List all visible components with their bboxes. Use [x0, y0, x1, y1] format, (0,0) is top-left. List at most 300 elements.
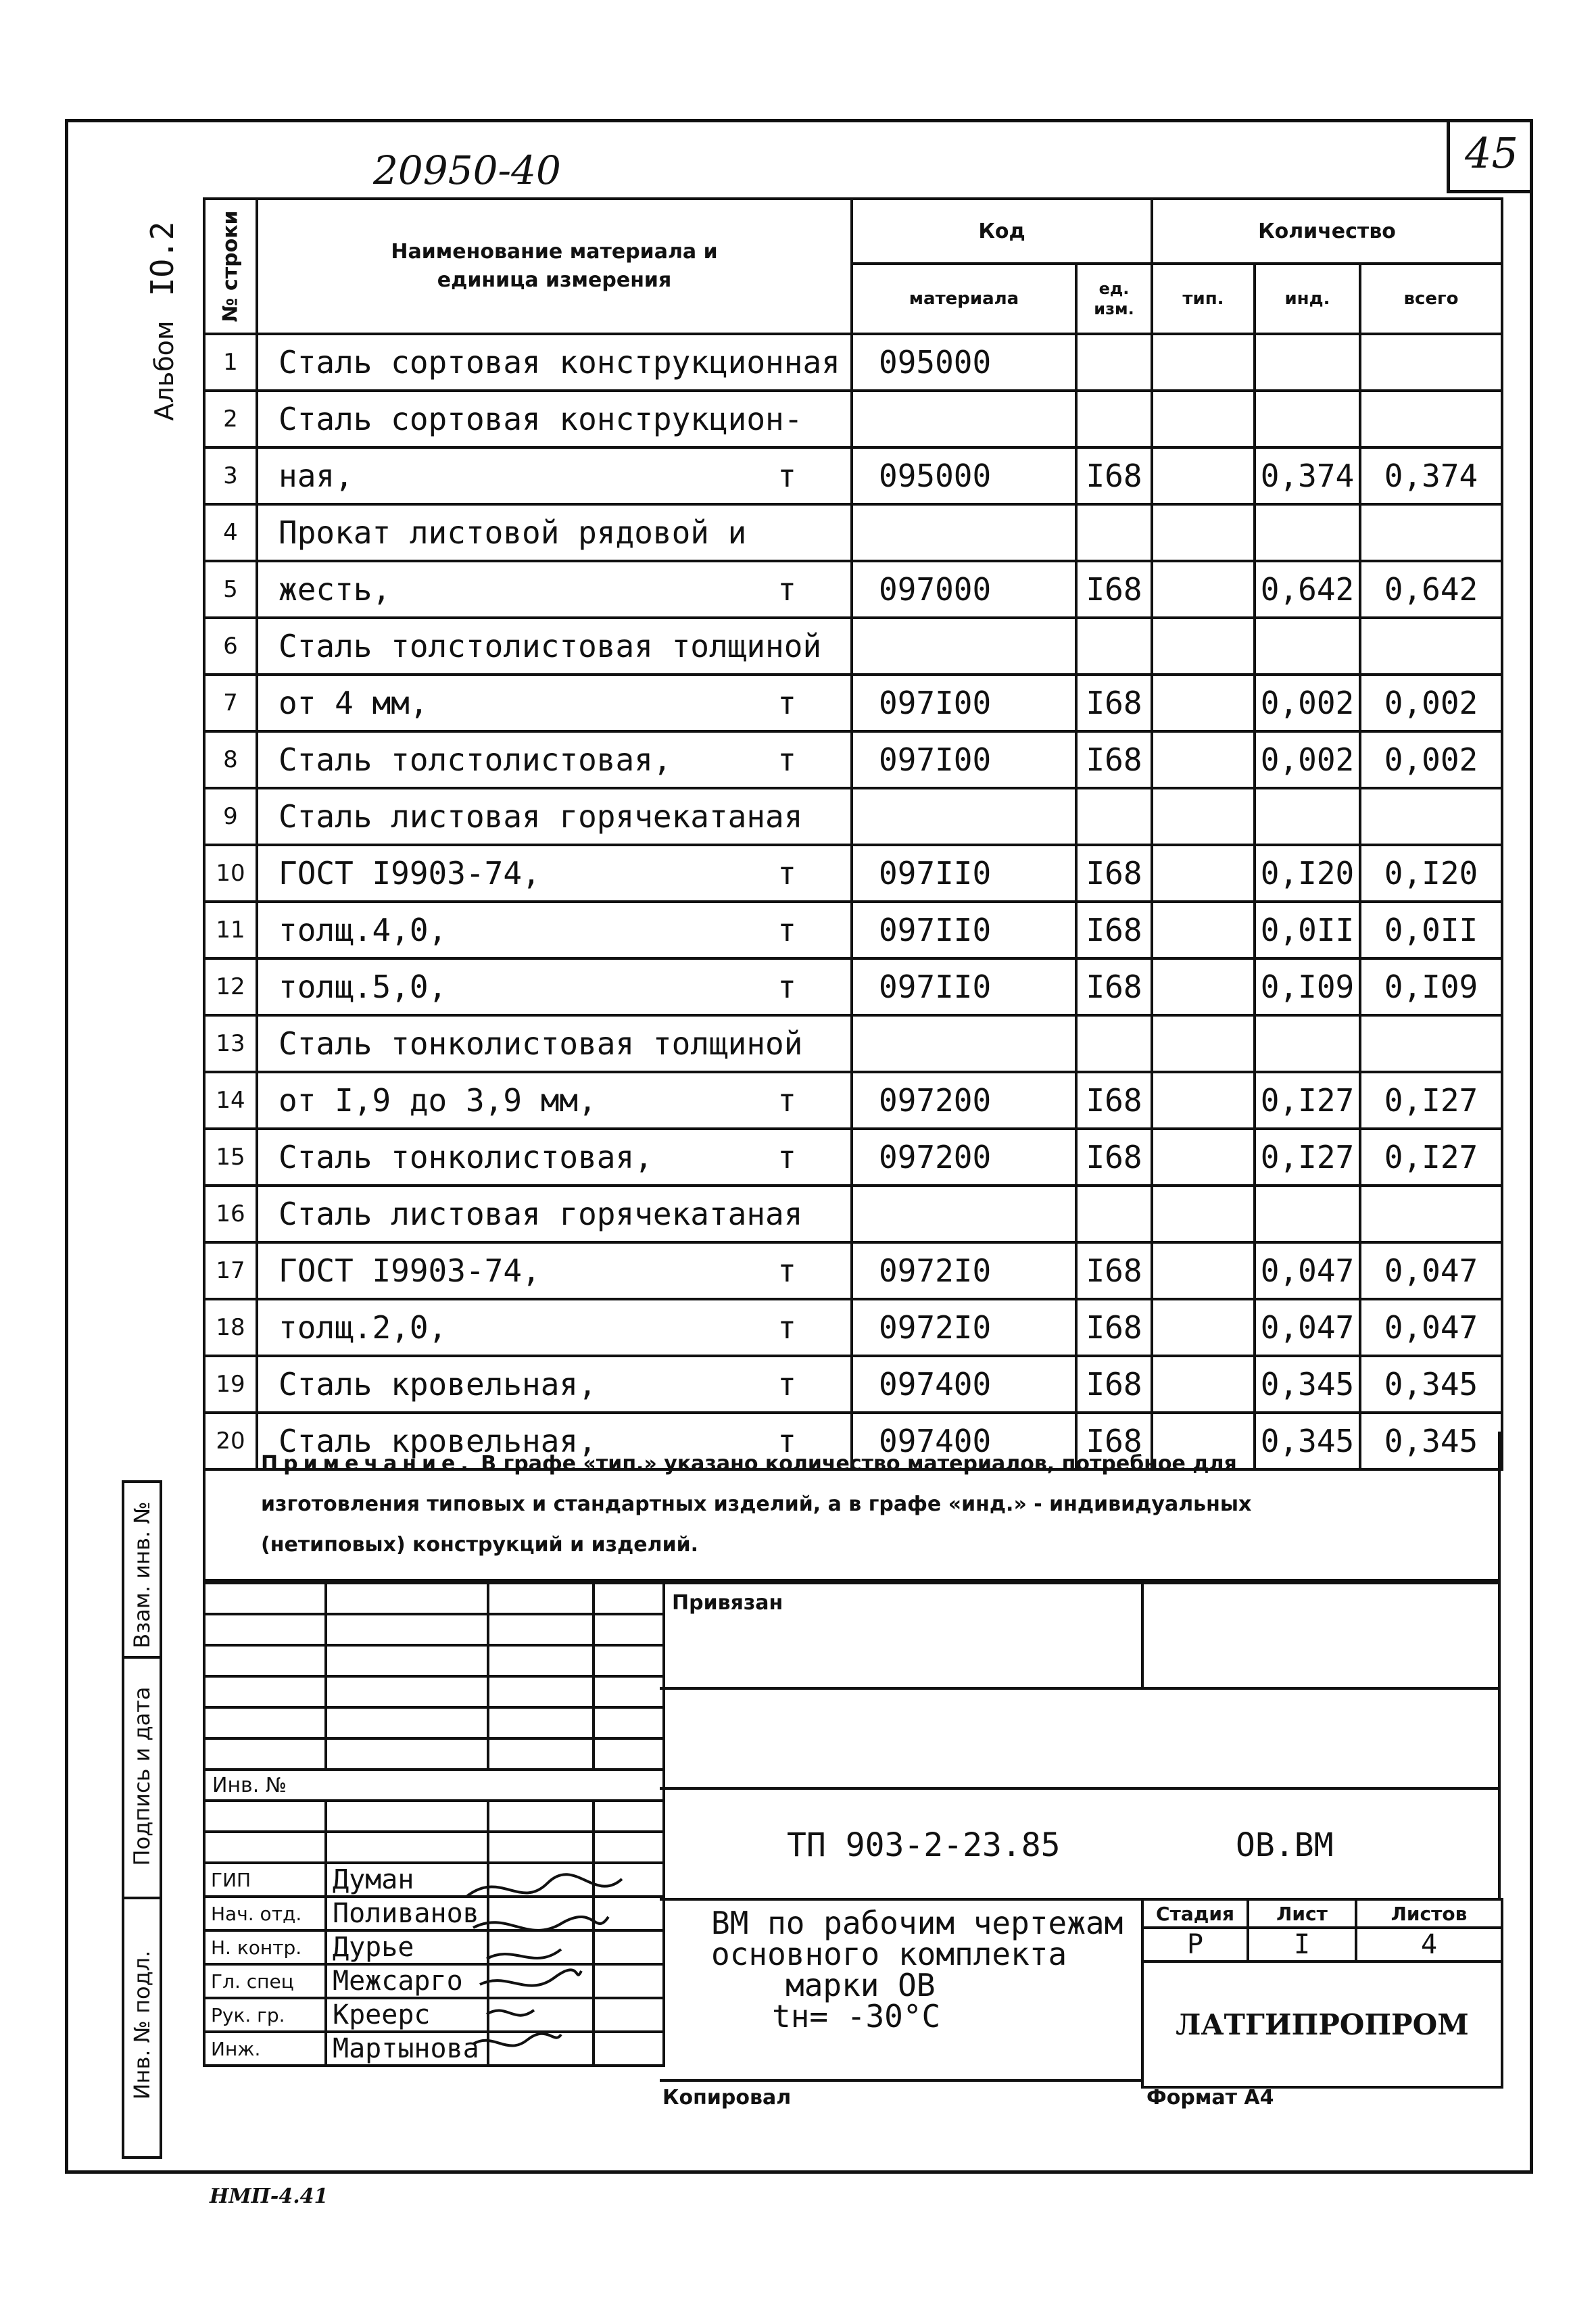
qty-total: 0,642	[1360, 561, 1502, 618]
table-header-row-1	[204, 199, 1502, 264]
qty-typ	[1152, 447, 1255, 504]
stamp-empty-row	[204, 1583, 664, 1614]
stamp-empty-row	[204, 1645, 664, 1676]
row-number: 7	[204, 675, 257, 731]
material-unit: т	[777, 571, 796, 608]
unit-code	[1076, 1186, 1152, 1242]
qty-total: 0,I27	[1360, 1129, 1502, 1186]
material-name	[257, 1015, 852, 1072]
stamp-empty-row	[204, 1738, 664, 1770]
qty-ind: 0,002	[1255, 731, 1360, 788]
material-code: 0972I0	[852, 1242, 1076, 1299]
row-number: 4	[204, 504, 257, 561]
note-text-3: (нетиповых) конструкций и изделий.	[261, 1533, 699, 1557]
privyazan-right-box	[1141, 1582, 1501, 1690]
stamp-cell	[594, 1832, 664, 1863]
note-text-2: изготовления типовых и стандартных изделий, а в графе «инд.» - индивидуальных	[261, 1492, 1252, 1516]
material-code: 097200	[852, 1129, 1076, 1186]
qty-ind: 0,374	[1255, 447, 1360, 504]
qty-ind: 0,345	[1255, 1356, 1360, 1413]
material-code: 097I00	[852, 675, 1076, 731]
signature-kontr	[487, 1949, 561, 1959]
qty-total	[1360, 1186, 1502, 1242]
material-unit: т	[777, 1309, 796, 1346]
material-code	[852, 788, 1076, 845]
stamp-empty-row	[204, 1801, 664, 1832]
row-number: 12	[204, 958, 257, 1015]
privyazan-box	[660, 1582, 1144, 1690]
signature-gip	[466, 1874, 622, 1897]
table-row	[204, 447, 1502, 504]
qty-typ	[1152, 391, 1255, 447]
material-code: 097200	[852, 1072, 1076, 1129]
unit-code: I68	[1076, 1242, 1152, 1299]
unit-code: I68	[1076, 1413, 1152, 1469]
unit-code: I68	[1076, 1072, 1152, 1129]
qty-typ	[1152, 504, 1255, 561]
row-number: 15	[204, 1129, 257, 1186]
person-name: Креерс	[326, 1998, 488, 2032]
row-number: 11	[204, 902, 257, 958]
qty-total: 0,047	[1360, 1242, 1502, 1299]
person-role: ГИП	[204, 1863, 326, 1897]
stamp-empty-row	[204, 1832, 664, 1863]
stamp-empty-row	[204, 1676, 664, 1707]
qty-ind: 0,047	[1255, 1242, 1360, 1299]
material-code: 097I00	[852, 731, 1076, 788]
note-block	[203, 1432, 1501, 1582]
material-unit: т	[777, 912, 796, 948]
row-number: 3	[204, 447, 257, 504]
stamp-cell	[594, 1614, 664, 1645]
material-unit: т	[777, 855, 796, 892]
doc-code: ТП 903-2-23.85	[787, 1826, 1061, 1864]
row-number: 19	[204, 1356, 257, 1413]
material-name	[257, 845, 852, 902]
material-name	[257, 504, 852, 561]
material-name-text: толщ.2,0,	[279, 1309, 448, 1346]
header-code-unit: ед. изм.	[1076, 264, 1152, 334]
qty-typ	[1152, 958, 1255, 1015]
row-number: 18	[204, 1299, 257, 1356]
unit-code: I68	[1076, 447, 1152, 504]
stamp-empty-row	[204, 1614, 664, 1645]
qty-ind	[1255, 788, 1360, 845]
header-qty-ind: инд.	[1255, 264, 1360, 334]
material-name	[257, 958, 852, 1015]
material-code: 097II0	[852, 902, 1076, 958]
material-code	[852, 618, 1076, 675]
page-number: 45	[1465, 128, 1518, 178]
footer-code: НМП-4.41	[210, 2185, 329, 2208]
qty-ind	[1255, 1015, 1360, 1072]
material-name-text: Сталь листовая горячекатаная	[279, 1196, 803, 1232]
unit-code	[1076, 1015, 1152, 1072]
top-handwritten-number: 20950-40	[373, 147, 561, 193]
stamp-cell	[488, 1676, 594, 1707]
material-name-text: Сталь тонколистовая,	[279, 1139, 653, 1175]
row-number: 20	[204, 1413, 257, 1469]
material-name-text: Сталь сортовая конструкционная	[279, 344, 840, 381]
qty-typ	[1152, 618, 1255, 675]
sheet-label: Лист	[1248, 1899, 1356, 1928]
stamp-cell	[594, 1583, 664, 1614]
unit-code: I68	[1076, 675, 1152, 731]
qty-typ	[1152, 561, 1255, 618]
unit-code	[1076, 391, 1152, 447]
stamp-cell	[488, 1645, 594, 1676]
table-row	[204, 1186, 1502, 1242]
stamp-cell	[204, 1832, 326, 1863]
qty-typ	[1152, 788, 1255, 845]
material-name	[257, 561, 852, 618]
header-name	[257, 199, 852, 334]
qty-total	[1360, 334, 1502, 391]
table-row	[204, 561, 1502, 618]
side-label-vzam: Взам. инв. №	[129, 1501, 155, 1649]
material-name	[257, 1242, 852, 1299]
material-unit: т	[777, 741, 796, 778]
stamp-cell	[326, 1583, 488, 1614]
material-code: 097000	[852, 561, 1076, 618]
note-text-1: В графе «тип.» указано количество материалов, потребное для	[481, 1452, 1237, 1476]
note-line-1	[261, 1444, 1498, 1484]
header-row-no	[204, 199, 257, 334]
qty-total: 0,I09	[1360, 958, 1502, 1015]
qty-typ	[1152, 731, 1255, 788]
doc-title-1: ВМ по рабочим чертежам	[711, 1905, 1123, 1941]
table-row	[204, 391, 1502, 447]
table-row	[204, 1356, 1502, 1413]
stamp-cell	[204, 1645, 326, 1676]
material-name	[257, 1186, 852, 1242]
privyazan-label: Привязан	[672, 1591, 783, 1615]
material-unit: т	[777, 1366, 796, 1403]
stage-label: Стадия	[1142, 1899, 1248, 1928]
signature-ruk	[487, 2010, 534, 2016]
table-row	[204, 902, 1502, 958]
album-label	[139, 199, 186, 443]
header-code-group: Код	[852, 199, 1152, 264]
table-row	[204, 1129, 1502, 1186]
stamp-inv-row	[204, 1770, 664, 1801]
stamp-cell	[204, 1676, 326, 1707]
material-name-text: толщ.4,0,	[279, 912, 448, 948]
material-code: 097II0	[852, 845, 1076, 902]
stage-value: Р	[1142, 1928, 1248, 1961]
stamp-cell	[326, 1645, 488, 1676]
stamp-cell	[488, 1707, 594, 1738]
stamp-cell	[204, 1614, 326, 1645]
format-label: Формат А4	[1146, 2086, 1274, 2110]
qty-ind	[1255, 391, 1360, 447]
row-number: 14	[204, 1072, 257, 1129]
doc-title-2: основного комплекта	[711, 1936, 1067, 1972]
stamp-cell	[326, 1801, 488, 1832]
qty-ind: 0,I09	[1255, 958, 1360, 1015]
material-name	[257, 1129, 852, 1186]
person-name: Думан	[326, 1863, 488, 1897]
copied-label: Копировал	[662, 2086, 792, 2110]
stamp-cell	[326, 1832, 488, 1863]
side-label-inv-podl: Инв. № подл.	[129, 1950, 155, 2100]
inv-no-label: Инв. №	[204, 1770, 664, 1801]
album-number: IO.2	[144, 221, 180, 297]
doc-title-4: tн= -30°С	[772, 1998, 941, 2034]
sheets-value: 4	[1356, 1928, 1502, 1961]
stamp-cell	[204, 1801, 326, 1832]
material-name	[257, 447, 852, 504]
unit-code: I68	[1076, 958, 1152, 1015]
qty-typ	[1152, 902, 1255, 958]
material-name-text: ГОСТ I9903-74,	[279, 1252, 541, 1289]
material-name	[257, 731, 852, 788]
table-row	[204, 1299, 1502, 1356]
stamp-cell	[594, 1801, 664, 1832]
qty-typ	[1152, 675, 1255, 731]
stamp-cell	[488, 1832, 594, 1863]
row-number: 13	[204, 1015, 257, 1072]
stamp-cell	[594, 1645, 664, 1676]
material-name	[257, 788, 852, 845]
material-name	[257, 1299, 852, 1356]
stamp-cell	[488, 1614, 594, 1645]
qty-ind: 0,002	[1255, 675, 1360, 731]
material-name-text: Сталь толстолистовая,	[279, 741, 672, 778]
material-name	[257, 1356, 852, 1413]
material-code	[852, 391, 1076, 447]
stamp-cell	[326, 1738, 488, 1770]
doc-code-box	[660, 1787, 1501, 1901]
table-row	[204, 845, 1502, 902]
stage-table	[1141, 1898, 1503, 2089]
qty-typ	[1152, 1072, 1255, 1129]
material-code	[852, 1186, 1076, 1242]
qty-ind	[1255, 618, 1360, 675]
qty-total	[1360, 1015, 1502, 1072]
material-unit: т	[777, 969, 796, 1005]
material-name-text: Сталь толстолистовая толщиной	[279, 628, 822, 664]
qty-total: 0,047	[1360, 1299, 1502, 1356]
qty-total: 0,374	[1360, 447, 1502, 504]
material-name-text: Сталь тонколистовая толщиной	[279, 1025, 803, 1062]
row-number: 1	[204, 334, 257, 391]
row-number: 16	[204, 1186, 257, 1242]
stamp-cell	[594, 1738, 664, 1770]
material-code: 097400	[852, 1413, 1076, 1469]
unit-code: I68	[1076, 1299, 1152, 1356]
material-name-text: Сталь листовая горячекатаная	[279, 798, 803, 835]
table-row	[204, 1015, 1502, 1072]
unit-code: I68	[1076, 845, 1152, 902]
qty-total: 0,I27	[1360, 1072, 1502, 1129]
qty-total: 0,002	[1360, 675, 1502, 731]
material-name-text: жесть,	[279, 571, 391, 608]
unit-code	[1076, 504, 1152, 561]
unit-code: I68	[1076, 561, 1152, 618]
qty-total: 0,0II	[1360, 902, 1502, 958]
qty-ind: 0,I27	[1255, 1072, 1360, 1129]
qty-total: 0,I20	[1360, 845, 1502, 902]
material-code: 097400	[852, 1356, 1076, 1413]
material-unit: т	[777, 685, 796, 721]
qty-typ	[1152, 1299, 1255, 1356]
table-row	[204, 958, 1502, 1015]
row-number: 5	[204, 561, 257, 618]
table-row	[204, 618, 1502, 675]
unit-code: I68	[1076, 902, 1152, 958]
qty-ind	[1255, 334, 1360, 391]
qty-total: 0,345	[1360, 1413, 1502, 1469]
doc-title-3: марки ОВ	[785, 1967, 936, 2003]
signatures	[460, 1870, 744, 2072]
table-row	[204, 504, 1502, 561]
material-name-text: Прокат листовой рядовой и	[279, 514, 747, 551]
unit-code: I68	[1076, 731, 1152, 788]
sheets-label: Листов	[1356, 1899, 1502, 1928]
table-row	[204, 1072, 1502, 1129]
stamp-empty-row	[204, 1707, 664, 1738]
person-role: Инж.	[204, 2032, 326, 2066]
qty-total	[1360, 391, 1502, 447]
qty-typ	[1152, 1356, 1255, 1413]
person-role: Рук. гр.	[204, 1998, 326, 2032]
qty-typ	[1152, 1242, 1255, 1299]
material-unit: т	[777, 458, 796, 494]
material-name	[257, 1072, 852, 1129]
unit-code: I68	[1076, 1129, 1152, 1186]
signature-nach	[473, 1917, 608, 1930]
material-name-text: Сталь кровельная,	[279, 1366, 597, 1403]
qty-ind: 0,I20	[1255, 845, 1360, 902]
qty-typ	[1152, 1186, 1255, 1242]
material-name-text: Сталь кровельная,	[279, 1423, 597, 1459]
material-name	[257, 902, 852, 958]
material-name-text: ГОСТ I9903-74,	[279, 855, 541, 892]
qty-total: 0,002	[1360, 731, 1502, 788]
material-name-text: толщ.5,0,	[279, 969, 448, 1005]
person-name: Межсарго	[326, 1964, 488, 1998]
row-number: 9	[204, 788, 257, 845]
stamp-cell	[326, 1707, 488, 1738]
table-row	[204, 788, 1502, 845]
material-unit: т	[777, 1252, 796, 1289]
qty-typ	[1152, 845, 1255, 902]
table-row	[204, 675, 1502, 731]
table-row	[204, 334, 1502, 391]
qty-ind: 0,345	[1255, 1413, 1360, 1469]
person-role: Гл. спец	[204, 1964, 326, 1998]
row-number: 2	[204, 391, 257, 447]
material-code	[852, 1015, 1076, 1072]
unit-code	[1076, 788, 1152, 845]
qty-ind	[1255, 1186, 1360, 1242]
table-row	[204, 1242, 1502, 1299]
header-code-material: материала	[852, 264, 1076, 334]
materials-table	[203, 197, 1503, 1471]
signature-spec	[480, 1970, 581, 1985]
qty-typ	[1152, 1015, 1255, 1072]
row-number: 6	[204, 618, 257, 675]
material-code: 0972I0	[852, 1299, 1076, 1356]
material-name-text: ная,	[279, 458, 354, 494]
qty-ind: 0,I27	[1255, 1129, 1360, 1186]
blank-box	[660, 1687, 1501, 1790]
header-qty-group: Количество	[1152, 199, 1502, 264]
row-number: 17	[204, 1242, 257, 1299]
material-name-text: от I,9 до 3,9 мм,	[279, 1082, 597, 1119]
qty-ind: 0,0II	[1255, 902, 1360, 958]
material-name-text: Сталь сортовая конструкцион-	[279, 401, 803, 437]
organization: ЛАТГИПРОПРОМ	[1142, 1961, 1502, 2087]
material-code: 095000	[852, 447, 1076, 504]
material-unit: т	[777, 1139, 796, 1175]
header-row-no-text: № строки	[218, 210, 243, 322]
row-number: 8	[204, 731, 257, 788]
stamp-cell	[488, 1738, 594, 1770]
stamp-cell	[488, 1583, 594, 1614]
page-number-box	[1447, 119, 1533, 193]
header-qty-typ: тип.	[1152, 264, 1255, 334]
material-name	[257, 618, 852, 675]
side-label-podpis: Подпись и дата	[129, 1686, 155, 1866]
material-name	[257, 334, 852, 391]
person-role: Нач. отд.	[204, 1897, 326, 1930]
album-label-text: Альбом	[149, 320, 179, 421]
qty-typ	[1152, 1129, 1255, 1186]
person-role: Н. контр.	[204, 1930, 326, 1964]
header-name-text: Наименование материала и единица измерения	[391, 240, 718, 292]
row-number: 10	[204, 845, 257, 902]
signature-inzh	[473, 2034, 561, 2046]
stamp-cell	[204, 1738, 326, 1770]
stamp-cell	[326, 1614, 488, 1645]
material-code	[852, 504, 1076, 561]
person-name: Дурье	[326, 1930, 488, 1964]
person-name: Поливанов	[326, 1897, 488, 1930]
material-name	[257, 675, 852, 731]
material-unit: т	[777, 1423, 796, 1459]
stamp-cell	[594, 1676, 664, 1707]
stamp-cell	[488, 1801, 594, 1832]
material-code: 097II0	[852, 958, 1076, 1015]
material-unit: т	[777, 1082, 796, 1119]
material-code: 095000	[852, 334, 1076, 391]
qty-total	[1360, 788, 1502, 845]
unit-code	[1076, 618, 1152, 675]
qty-total	[1360, 618, 1502, 675]
material-name	[257, 391, 852, 447]
qty-typ	[1152, 334, 1255, 391]
person-name: Мартынова	[326, 2032, 488, 2066]
stamp-cell	[204, 1583, 326, 1614]
note-title: Примечание.	[261, 1452, 474, 1476]
sheet-value: I	[1248, 1928, 1356, 1961]
qty-ind: 0,642	[1255, 561, 1360, 618]
unit-code	[1076, 334, 1152, 391]
qty-ind: 0,047	[1255, 1299, 1360, 1356]
qty-total: 0,345	[1360, 1356, 1502, 1413]
qty-ind	[1255, 504, 1360, 561]
header-qty-total: всего	[1360, 264, 1502, 334]
material-name-text: от 4 мм,	[279, 685, 429, 721]
stamp-right	[660, 1582, 1501, 2082]
stamp-cell	[326, 1676, 488, 1707]
stamp-cell	[594, 1707, 664, 1738]
stamp-cell	[204, 1707, 326, 1738]
qty-total	[1360, 504, 1502, 561]
unit-code: I68	[1076, 1356, 1152, 1413]
